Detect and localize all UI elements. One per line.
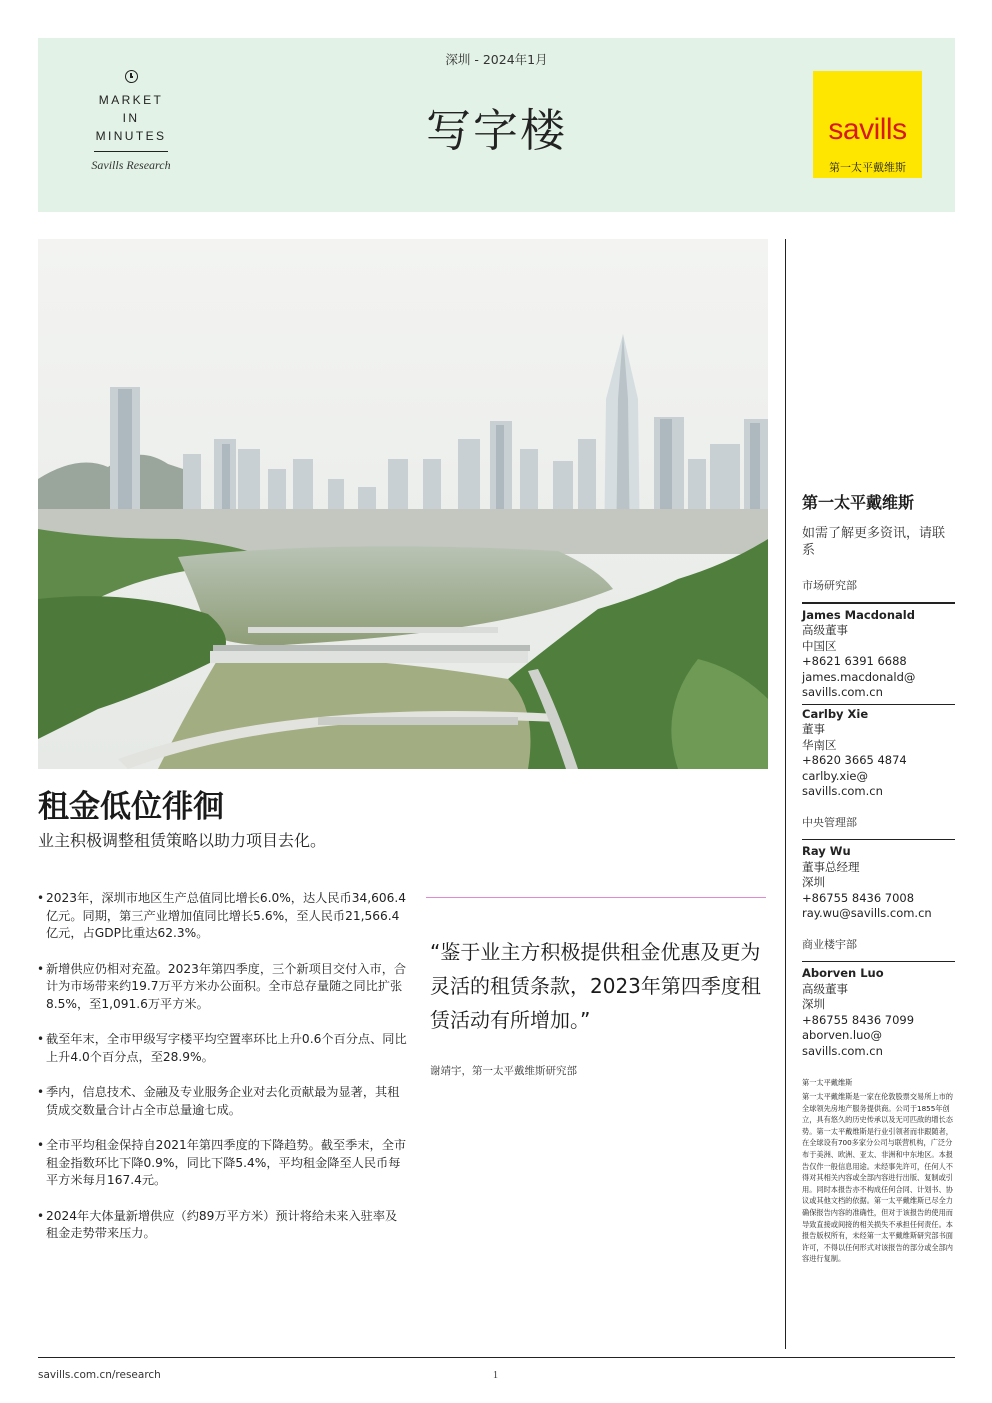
report-date: 深圳 - 2024年1月 xyxy=(445,52,548,67)
sidebar-intro: 如需了解更多资讯，请联系 xyxy=(802,526,946,558)
list-item: • 截至年末，全市甲级写字楼平均空置率环比上升0.6个百分点、同比上升4.0个百分点，至28.9%。 xyxy=(38,1031,408,1066)
contact-name: Ray Wu xyxy=(802,844,851,858)
contact-email[interactable]: carlby.xie@ xyxy=(802,768,868,783)
contact-region: 深圳 xyxy=(802,997,825,1011)
brand-research: Savills Research xyxy=(91,158,171,172)
contact-region: 深圳 xyxy=(802,875,825,889)
footer-rule xyxy=(38,1357,955,1358)
contact-phone[interactable]: +86755 8436 7008 xyxy=(802,890,915,905)
department-heading: 商业楼宇部 xyxy=(802,937,857,951)
contact-title: 董事 xyxy=(802,722,825,736)
contact-name: Aborven Luo xyxy=(802,966,884,980)
department-heading: 市场研究部 xyxy=(802,579,857,592)
report-title: 写字楼 xyxy=(425,104,567,157)
contact-card xyxy=(802,707,955,800)
brand-word: MINUTES xyxy=(95,129,167,143)
contact-email[interactable]: ray.wu@savills.com.cn xyxy=(802,906,932,920)
list-item: • 全市平均租金保持自2021年第四季度的下降趋势。截至季末，全市租金指数环比下降0.9%，同比下降5.4%，平均租金降至人民币每平方米每月167.4元。 xyxy=(38,1137,408,1190)
headline: 租金低位徘徊 xyxy=(38,789,224,825)
contact-email-domain[interactable]: savills.com.cn xyxy=(802,685,883,699)
contact-sidebar xyxy=(802,490,955,1265)
contact-region: 中国区 xyxy=(802,638,837,653)
disclaimer-text: 第一太平戴维斯是一家在伦敦股票交易所上市的全球领先房地产服务提供商。公司于1855年创立，具有悠久的历史传承以及无可匹敌的增长态势。第一太平戴维斯是行业引领者而非跟随者，在全球设有700多家分公司与联营机构，广泛分布于美洲、欧洲、亚太、非洲和中东地区。本报告仅作一般信息用途。未经事先许可，任何人不得对其相关内容或全部内容进行出版、复制或引用。同时本报告亦不构成任何合同、计划书、协议或其他文档的依据。第一太平戴维斯已尽全力确保报告内容的准确性，但对于该报告的使用而导致直接或间接的相关损失不承担任何责任。本报告版权所有，未经第一太平戴维斯研究部书面许可，不得以任何形式对该报告的部分或全部内容进行复制。 xyxy=(802,1092,953,1264)
savills-logo xyxy=(813,71,922,178)
contact-card xyxy=(802,844,955,922)
logo-subtext: 第一太平戴维斯 xyxy=(829,161,906,174)
list-item: • 新增供应仍相对充盈。2023年第四季度，三个新项目交付入市，合计为市场带来约19.7万平方米办公面积。全市总存量随之同比扩张8.5%，至1,091.6万平方米。 xyxy=(38,961,408,1014)
contact-title: 高级董事 xyxy=(802,623,848,637)
contact-name: James Macdonald xyxy=(802,607,915,622)
section-rule xyxy=(802,839,955,841)
section-rule xyxy=(802,602,955,604)
contact-phone[interactable]: +8621 6391 6688 xyxy=(802,654,907,668)
contact-email[interactable]: aborven.luo@ xyxy=(802,1028,882,1042)
contact-email-domain[interactable]: savills.com.cn xyxy=(802,1043,883,1058)
key-points-list xyxy=(38,890,408,1261)
page-number: 1 xyxy=(493,1370,498,1381)
footer-url[interactable]: savills.com.cn/research xyxy=(38,1369,161,1381)
contact-title: 董事总经理 xyxy=(802,859,860,874)
logo-text: savills xyxy=(828,113,907,146)
brand-word: MARKET xyxy=(98,93,164,107)
contact-name: Carlby Xie xyxy=(802,706,869,721)
contact-phone[interactable]: +8620 3665 4874 xyxy=(802,753,907,767)
list-item: • 2023年，深圳市地区生产总值同比增长6.0%，达人民币34,606.4亿元。同期，第三产业增加值同比增长5.6%，至人民币21,566.4亿元，占GDP比重达62.3%。 xyxy=(38,890,408,943)
quote-author: 谢靖宇，第一太平戴维斯研究部 xyxy=(430,1065,577,1077)
list-item: • 季内，信息技术、金融及专业服务企业对去化贡献最为显著，其租赁成交数量合计占全市总量逾七成。 xyxy=(38,1084,408,1119)
list-item: • 2024年大体量新增供应（约89万平方米）预计将给未来入驻率及租金走势带来压力。 xyxy=(38,1208,408,1243)
contact-email[interactable]: james.macdonald@ xyxy=(802,669,916,684)
disclaimer-title: 第一太平戴维斯 xyxy=(802,1078,853,1087)
contact-region: 华南区 xyxy=(802,737,837,752)
skyline-image xyxy=(38,239,768,769)
section-rule xyxy=(802,704,955,705)
department-heading: 中央管理部 xyxy=(802,815,857,829)
quote-rule xyxy=(426,897,766,898)
contact-email-domain[interactable]: savills.com.cn xyxy=(802,784,883,798)
header-band xyxy=(38,38,955,212)
contact-title: 高级董事 xyxy=(802,981,848,996)
pull-quote: “鉴于业主方积极提供租金优惠及更为灵活的租赁条款，2023年第四季度租赁活动有所增加。” xyxy=(430,940,761,1032)
contact-card xyxy=(802,966,955,1059)
hero-photo xyxy=(38,239,768,769)
subheadline: 业主积极调整租赁策略以助力项目去化。 xyxy=(38,831,327,850)
section-rule xyxy=(802,961,955,963)
clock-icon xyxy=(125,70,138,83)
brand-word: IN xyxy=(122,111,140,125)
sidebar-company: 第一太平戴维斯 xyxy=(802,493,915,512)
contact-card xyxy=(802,608,955,701)
column-divider xyxy=(785,239,786,1349)
contact-phone[interactable]: +86755 8436 7099 xyxy=(802,1012,915,1027)
